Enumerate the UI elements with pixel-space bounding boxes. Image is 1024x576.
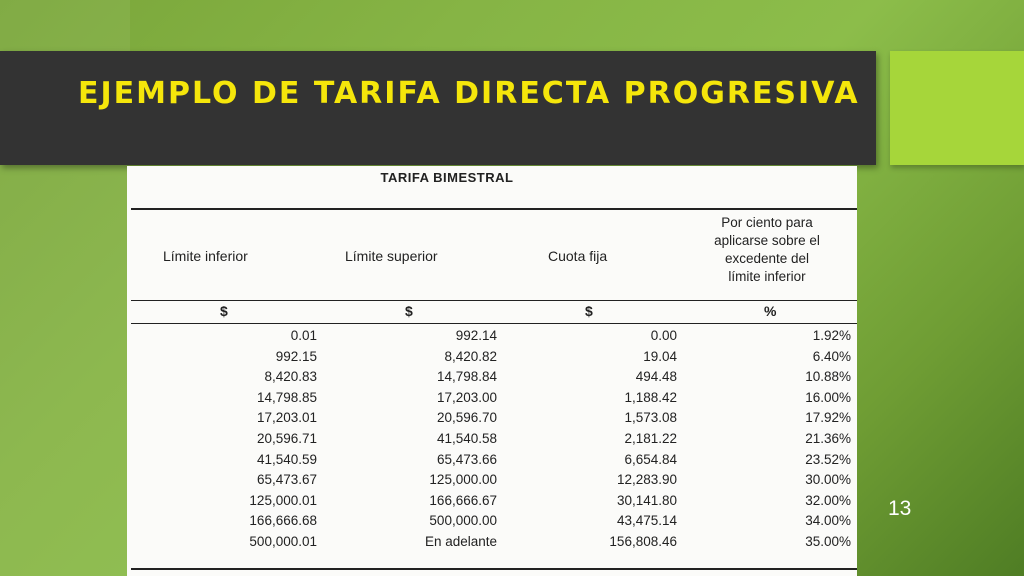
tariff-table <box>127 166 857 576</box>
cell-lower: 20,596.71 <box>256 430 317 446</box>
unit-fixed: $ <box>585 303 593 319</box>
cell-percent: 1.92% <box>812 328 851 343</box>
cell-fixed: 6,654.84 <box>624 451 677 467</box>
header-upper-limit: Límite superior <box>345 248 438 264</box>
cell-fixed: 1,188.42 <box>624 389 677 405</box>
cell-percent: 21.36% <box>805 430 851 446</box>
slide-title: EJEMPLO DE TARIFA DIRECTA PROGRESIVA <box>78 76 860 111</box>
cell-lower: 0.01 <box>290 328 317 343</box>
unit-percent: % <box>764 303 777 319</box>
table-row <box>127 534 857 555</box>
cell-percent: 35.00% <box>805 533 851 549</box>
header-percent-line: límite inferior <box>728 269 806 284</box>
cell-upper: 20,596.70 <box>436 410 497 426</box>
header-fixed-fee: Cuota fija <box>548 248 608 264</box>
cell-percent: 6.40% <box>812 348 851 364</box>
cell-upper: 166,666.67 <box>429 492 497 508</box>
cell-upper: 8,420.82 <box>444 348 497 364</box>
cell-fixed: 0.00 <box>650 328 677 343</box>
cell-fixed: 30,141.80 <box>616 492 677 508</box>
cell-lower: 8,420.83 <box>264 369 317 385</box>
cell-fixed: 43,475.14 <box>616 513 677 529</box>
table-body <box>127 328 857 555</box>
cell-percent: 23.52% <box>805 451 851 467</box>
cell-fixed: 12,283.90 <box>616 472 677 488</box>
cell-percent: 17.92% <box>805 410 851 426</box>
cell-upper: 992.14 <box>455 328 497 343</box>
table-row <box>127 349 857 370</box>
table-caption: TARIFA BIMESTRAL <box>380 170 514 185</box>
cell-percent: 34.00% <box>805 513 851 529</box>
table-row <box>127 390 857 411</box>
cell-lower: 41,540.59 <box>256 451 317 467</box>
table-rule-bottom <box>131 568 857 570</box>
header-lower-limit: Límite inferior <box>163 248 248 264</box>
cell-percent: 30.00% <box>805 472 851 488</box>
cell-percent: 32.00% <box>805 492 851 508</box>
cell-upper: 125,000.00 <box>429 472 497 488</box>
header-percent-line: excedente del <box>724 251 810 266</box>
page-number: 13 <box>888 497 912 520</box>
header-percent-line: aplicarse sobre el <box>714 233 820 248</box>
header-percent-line: Por ciento para <box>721 215 813 230</box>
cell-upper: 17,203.00 <box>436 389 497 405</box>
table-row <box>127 410 857 431</box>
cell-fixed: 156,808.46 <box>609 533 677 549</box>
cell-lower: 65,473.67 <box>256 472 317 488</box>
cell-upper: En adelante <box>424 533 497 549</box>
cell-lower: 992.15 <box>275 348 317 364</box>
cell-upper: 41,540.58 <box>436 430 497 446</box>
table-row <box>127 328 857 349</box>
cell-lower: 500,000.01 <box>249 533 317 549</box>
table-row <box>127 431 857 452</box>
unit-lower: $ <box>220 303 228 319</box>
table-row <box>127 493 857 514</box>
cell-upper: 65,473.66 <box>436 451 497 467</box>
cell-lower: 14,798.85 <box>256 389 317 405</box>
cell-fixed: 2,181.22 <box>624 430 677 446</box>
cell-fixed: 494.48 <box>635 369 677 385</box>
table-row <box>127 452 857 473</box>
cell-fixed: 1,573.08 <box>624 410 677 426</box>
accent-square <box>890 51 1024 165</box>
table-row <box>127 369 857 390</box>
header-percent <box>679 214 855 286</box>
table-row <box>127 513 857 534</box>
table-rule-top <box>131 208 857 210</box>
cell-percent: 10.88% <box>805 369 851 385</box>
cell-lower: 166,666.68 <box>249 513 317 529</box>
cell-lower: 125,000.01 <box>249 492 317 508</box>
cell-upper: 500,000.00 <box>429 513 497 529</box>
unit-upper: $ <box>405 303 413 319</box>
cell-fixed: 19.04 <box>643 348 677 364</box>
table-rule-header <box>131 300 857 301</box>
cell-lower: 17,203.01 <box>256 410 317 426</box>
table-row <box>127 472 857 493</box>
table-rule-units <box>131 323 857 324</box>
cell-percent: 16.00% <box>805 389 851 405</box>
cell-upper: 14,798.84 <box>436 369 497 385</box>
